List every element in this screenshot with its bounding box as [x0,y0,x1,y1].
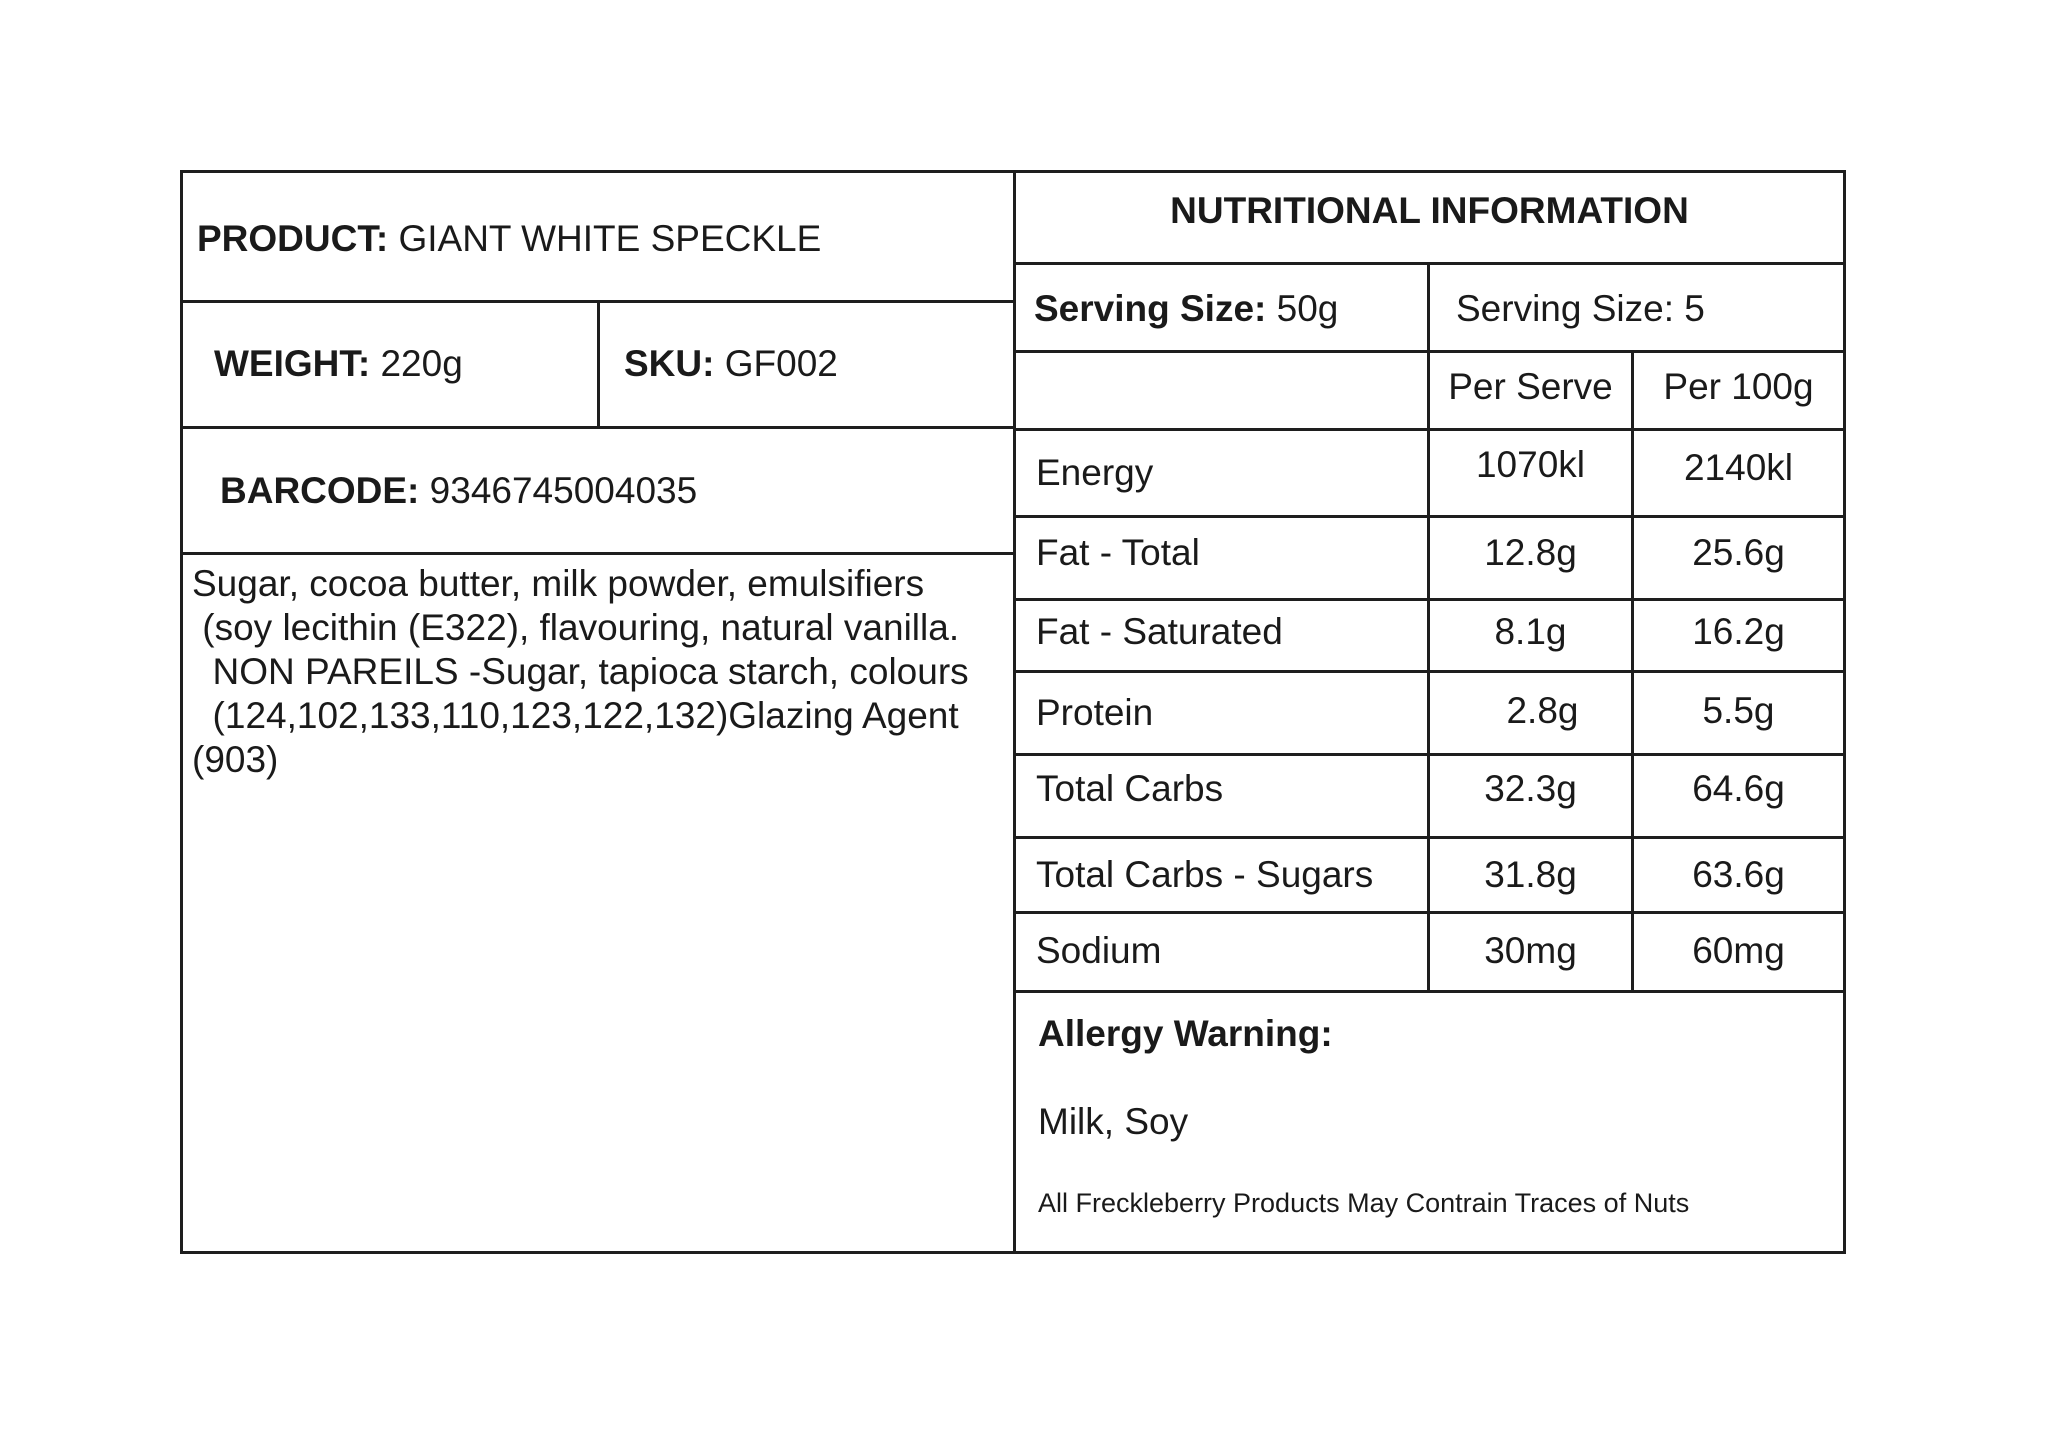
nutrient-per-100g: 63.6g [1692,854,1785,895]
nutrient-per-100g: 5.5g [1702,690,1775,731]
nutrient-per-serve: 30mg [1484,930,1577,971]
serving-size-label: Serving Size: [1034,288,1267,329]
ingredients-line: (903) [192,739,279,780]
weight-row [214,345,463,382]
ingredients-line: (soy lecithin (E322), flavouring, natural vanilla. [192,607,960,648]
nutrient-per-serve: 8.1g [1494,611,1567,652]
serving-size-value: 50g [1276,288,1339,329]
nutrient-name: Total Carbs [1036,768,1224,809]
weight-label: WEIGHT: [214,343,371,384]
nutrient-per-serve: 2.8g [1506,690,1579,731]
nutrition-title: NUTRITIONAL INFORMATION [1170,190,1689,231]
weight-sku-divider [597,300,600,429]
nutrient-per-serve: 12.8g [1484,532,1577,573]
nutrient-per-100g: 2140kl [1683,447,1794,488]
column-divider [1013,170,1016,1254]
left-divider-3 [180,552,1016,555]
servings-label: Serving Size: [1456,288,1674,329]
ingredients-text [192,562,1010,782]
ingredients-line: Sugar, cocoa butter, milk powder, emulsifiers [192,563,925,604]
ingredients-line: NON PAREILS -Sugar, tapioca starch, colours [192,651,969,692]
barcode-row [220,472,697,509]
serving-size-cell [1034,290,1338,327]
nutrient-name: Fat - Saturated [1036,611,1283,652]
nutrient-per-100g: 16.2g [1692,611,1785,652]
nutrient-name: Total Carbs - Sugars [1036,854,1374,895]
nutrient-per-serve: 1070kl [1475,444,1586,485]
nutrient-per-serve: 31.8g [1484,854,1577,895]
servings-value: 5 [1684,288,1705,329]
nutrient-per-100g: 60mg [1692,930,1785,971]
border-right [1843,170,1846,1254]
nutrient-per-100g: 64.6g [1692,768,1785,809]
product-label: PRODUCT: [197,218,389,259]
barcode-value: 9346745004035 [429,470,698,511]
allergy-warning-title: Allergy Warning: [1038,1013,1333,1054]
nutrient-per-100g: 25.6g [1692,532,1785,573]
product-row [197,220,821,257]
allergens-list: Milk, Soy [1038,1101,1189,1142]
sku-row [624,345,838,382]
nutrient-per-serve: 32.3g [1484,768,1577,809]
nutrient-name: Sodium [1036,930,1162,971]
border-left [180,170,183,1254]
sku-value: GF002 [724,343,838,384]
col-per-100g: Per 100g [1663,366,1814,407]
nuts-disclaimer: All Freckleberry Products May Contrain Traces of Nuts [1038,1188,1690,1218]
nutrient-name: Energy [1036,452,1154,493]
sku-label: SKU: [624,343,715,384]
nutrient-name: Fat - Total [1036,532,1200,573]
col-per-serve: Per Serve [1448,366,1613,407]
nutrition-col-divider-2 [1631,350,1634,993]
weight-value: 220g [380,343,463,384]
ingredients-line: (124,102,133,110,123,122,132)Glazing Agent [192,695,959,736]
barcode-label: BARCODE: [220,470,420,511]
product-label-card [180,170,1846,1254]
servings-cell [1456,290,1705,327]
nutrient-name: Protein [1036,692,1154,733]
product-name: GIANT WHITE SPECKLE [398,218,822,259]
